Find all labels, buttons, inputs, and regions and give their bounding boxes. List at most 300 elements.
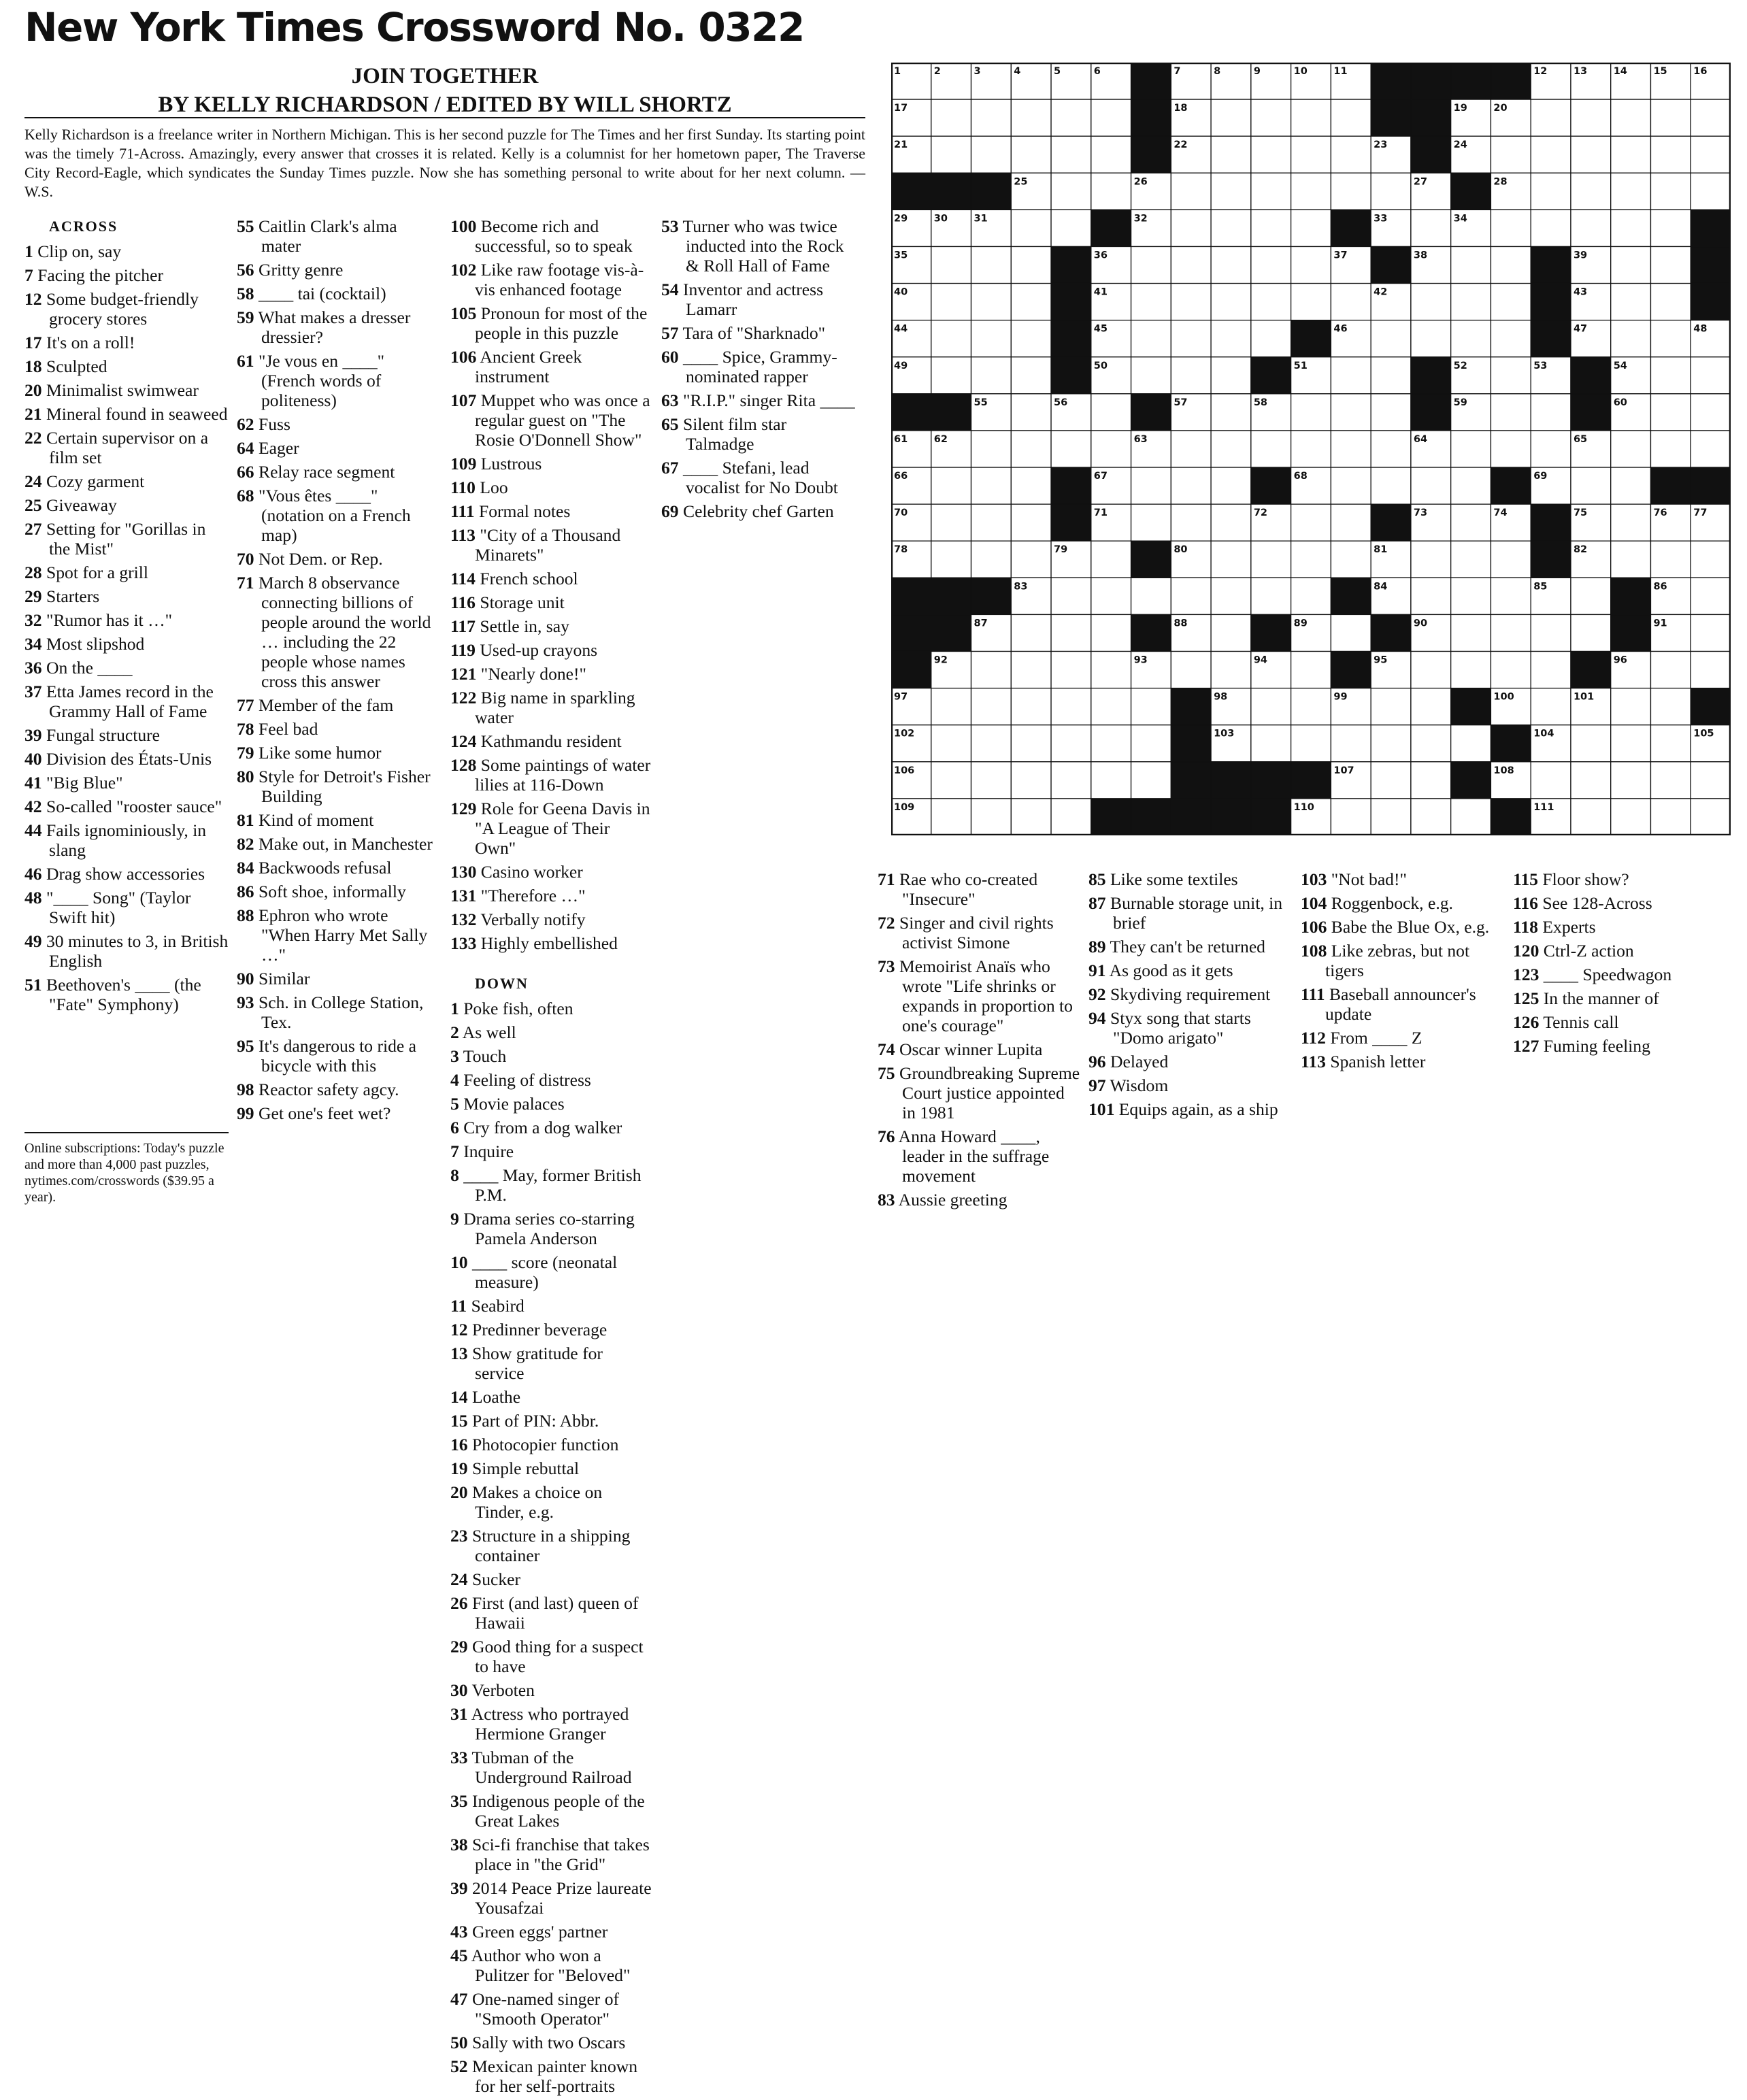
across-clue[interactable]	[237, 743, 441, 763]
grid-cell[interactable]	[1531, 762, 1571, 799]
down-clue[interactable]	[450, 1387, 652, 1407]
grid-cell[interactable]	[1291, 541, 1331, 578]
down-clue[interactable]	[450, 1411, 652, 1431]
across-clue[interactable]	[450, 454, 652, 473]
grid-cell[interactable]	[1650, 173, 1691, 210]
grid-cell[interactable]	[1650, 652, 1691, 688]
grid-cell[interactable]	[1131, 762, 1171, 799]
across-clue[interactable]	[237, 882, 441, 901]
grid-cell[interactable]	[971, 504, 1012, 541]
grid-cell[interactable]	[931, 284, 971, 320]
grid-cell[interactable]	[1491, 394, 1531, 431]
across-clue[interactable]	[450, 501, 652, 521]
down-clue[interactable]	[450, 1922, 652, 1941]
grid-cell[interactable]	[1691, 541, 1731, 578]
across-clue[interactable]	[237, 834, 441, 854]
across-clue[interactable]	[450, 910, 652, 929]
grid-cell[interactable]	[1291, 394, 1331, 431]
down-clue[interactable]	[1088, 893, 1293, 933]
grid-cell[interactable]	[1291, 284, 1331, 320]
grid-cell[interactable]	[1011, 688, 1051, 725]
grid-cell[interactable]	[1371, 320, 1411, 357]
grid-cell[interactable]	[1571, 725, 1611, 762]
grid-cell[interactable]	[1491, 541, 1531, 578]
across-clue[interactable]	[450, 933, 652, 953]
grid-cell[interactable]	[1611, 725, 1651, 762]
grid-cell[interactable]	[1650, 762, 1691, 799]
down-clue[interactable]	[450, 1022, 652, 1042]
grid-cell[interactable]	[1611, 504, 1651, 541]
grid-cell[interactable]	[1571, 762, 1611, 799]
grid-cell[interactable]	[1011, 467, 1051, 504]
grid-cell[interactable]	[1331, 614, 1371, 651]
grid-cell[interactable]	[1011, 320, 1051, 357]
grid-cell[interactable]	[1691, 136, 1731, 173]
grid-cell[interactable]	[1131, 688, 1171, 725]
grid-cell[interactable]	[1451, 320, 1491, 357]
grid-cell[interactable]	[1650, 136, 1691, 173]
grid-cell[interactable]	[1371, 173, 1411, 210]
grid-cell[interactable]	[1131, 246, 1171, 283]
grid-cell[interactable]	[1331, 99, 1371, 136]
down-clue[interactable]	[878, 869, 1082, 909]
grid-cell[interactable]	[1051, 210, 1091, 246]
grid-cell[interactable]	[1571, 99, 1611, 136]
across-clue[interactable]	[450, 303, 652, 343]
grid-cell[interactable]	[1371, 799, 1411, 835]
grid-cell[interactable]	[1451, 431, 1491, 467]
across-clue[interactable]	[237, 993, 441, 1032]
grid-cell[interactable]	[1011, 431, 1051, 467]
grid-cell[interactable]	[1171, 320, 1211, 357]
down-clue[interactable]	[450, 1320, 652, 1339]
grid-cell[interactable]	[1131, 320, 1171, 357]
grid-cell[interactable]	[1491, 614, 1531, 651]
grid-cell[interactable]	[1411, 578, 1451, 614]
down-clue[interactable]	[450, 1094, 652, 1114]
across-clue[interactable]	[24, 682, 229, 721]
grid-cell[interactable]	[1211, 541, 1251, 578]
grid-cell[interactable]	[1491, 578, 1531, 614]
grid-cell[interactable]	[1011, 99, 1051, 136]
across-clue[interactable]	[450, 569, 652, 588]
grid-cell[interactable]	[1251, 578, 1291, 614]
down-clue[interactable]	[450, 1878, 652, 1918]
across-clue[interactable]	[24, 797, 229, 816]
across-clue[interactable]	[24, 333, 229, 352]
down-clue[interactable]	[661, 414, 859, 454]
grid-cell[interactable]	[1211, 136, 1251, 173]
down-clue[interactable]	[878, 913, 1082, 952]
grid-cell[interactable]	[1650, 99, 1691, 136]
across-clue[interactable]	[24, 356, 229, 376]
down-clue[interactable]	[450, 1680, 652, 1700]
grid-cell[interactable]	[931, 541, 971, 578]
across-clue[interactable]	[450, 799, 652, 858]
grid-cell[interactable]	[1331, 284, 1371, 320]
grid-cell[interactable]	[1051, 652, 1091, 688]
across-clue[interactable]	[450, 525, 652, 565]
grid-cell[interactable]	[971, 320, 1012, 357]
across-clue[interactable]	[237, 307, 441, 347]
grid-cell[interactable]	[1331, 136, 1371, 173]
grid-cell[interactable]	[971, 652, 1012, 688]
down-clue[interactable]	[450, 1637, 652, 1676]
down-clue[interactable]	[1301, 941, 1505, 980]
grid-cell[interactable]	[1691, 431, 1731, 467]
across-clue[interactable]	[450, 640, 652, 660]
down-clue[interactable]	[450, 1296, 652, 1316]
down-clue[interactable]	[450, 1791, 652, 1831]
grid-cell[interactable]	[1451, 725, 1491, 762]
grid-cell[interactable]	[1091, 99, 1131, 136]
grid-cell[interactable]	[971, 357, 1012, 394]
grid-cell[interactable]	[1251, 210, 1291, 246]
grid-cell[interactable]	[971, 99, 1012, 136]
grid-cell[interactable]	[1011, 246, 1051, 283]
grid-cell[interactable]	[1650, 394, 1691, 431]
across-clue[interactable]	[450, 616, 652, 636]
down-clue[interactable]	[450, 1593, 652, 1633]
across-clue[interactable]	[237, 351, 441, 410]
grid-cell[interactable]	[1611, 799, 1651, 835]
grid-cell[interactable]	[1491, 320, 1531, 357]
grid-cell[interactable]	[1451, 578, 1491, 614]
grid-cell[interactable]	[1291, 652, 1331, 688]
across-clue[interactable]	[237, 767, 441, 806]
grid-cell[interactable]	[1091, 652, 1131, 688]
grid-cell[interactable]	[1171, 246, 1211, 283]
across-clue[interactable]	[450, 664, 652, 684]
grid-cell[interactable]	[1131, 357, 1171, 394]
grid-cell[interactable]	[1650, 431, 1691, 467]
grid-cell[interactable]	[1531, 688, 1571, 725]
down-clue[interactable]	[450, 1252, 652, 1292]
grid-cell[interactable]	[1691, 99, 1731, 136]
grid-cell[interactable]	[1291, 431, 1331, 467]
grid-cell[interactable]	[1571, 799, 1611, 835]
across-clue[interactable]	[450, 755, 652, 795]
across-clue[interactable]	[24, 495, 229, 515]
grid-cell[interactable]	[1451, 284, 1491, 320]
grid-cell[interactable]	[1051, 799, 1091, 835]
down-clue[interactable]	[1301, 869, 1505, 889]
grid-cell[interactable]	[1650, 246, 1691, 283]
grid-cell[interactable]	[931, 799, 971, 835]
down-clue[interactable]	[450, 2056, 652, 2096]
grid-cell[interactable]	[1251, 320, 1291, 357]
down-clue[interactable]	[661, 501, 859, 521]
across-clue[interactable]	[24, 471, 229, 491]
grid-cell[interactable]	[1211, 357, 1251, 394]
grid-cell[interactable]	[1011, 284, 1051, 320]
grid-cell[interactable]	[1371, 467, 1411, 504]
grid-cell[interactable]	[1611, 173, 1651, 210]
grid-cell[interactable]	[1211, 614, 1251, 651]
grid-cell[interactable]	[1251, 99, 1291, 136]
grid-cell[interactable]	[1051, 578, 1091, 614]
grid-cell[interactable]	[1371, 725, 1411, 762]
grid-cell[interactable]	[931, 136, 971, 173]
grid-cell[interactable]	[931, 688, 971, 725]
across-clue[interactable]	[24, 519, 229, 559]
across-clue[interactable]	[24, 820, 229, 860]
grid-cell[interactable]	[1491, 210, 1531, 246]
grid-cell[interactable]	[1051, 725, 1091, 762]
across-clue[interactable]	[237, 284, 441, 303]
grid-cell[interactable]	[1691, 357, 1731, 394]
grid-cell[interactable]	[1531, 99, 1571, 136]
across-clue[interactable]	[24, 888, 229, 927]
across-clue[interactable]	[24, 563, 229, 582]
across-clue[interactable]	[237, 1103, 441, 1123]
grid-cell[interactable]	[1571, 578, 1611, 614]
grid-cell[interactable]	[1491, 431, 1531, 467]
across-clue[interactable]	[450, 688, 652, 727]
down-clue[interactable]	[450, 999, 652, 1018]
down-clue[interactable]	[878, 1127, 1082, 1186]
grid-cell[interactable]	[1411, 467, 1451, 504]
grid-cell[interactable]	[1011, 210, 1051, 246]
down-clue[interactable]	[450, 1118, 652, 1137]
grid-cell[interactable]	[971, 799, 1012, 835]
down-clue[interactable]	[1088, 1076, 1293, 1095]
grid-cell[interactable]	[931, 99, 971, 136]
down-clue[interactable]	[450, 1459, 652, 1478]
across-clue[interactable]	[450, 886, 652, 905]
grid-cell[interactable]	[1091, 725, 1131, 762]
grid-cell[interactable]	[1171, 652, 1211, 688]
down-clue[interactable]	[450, 1070, 652, 1090]
grid-cell[interactable]	[931, 357, 971, 394]
grid-cell[interactable]	[971, 467, 1012, 504]
across-clue[interactable]	[24, 586, 229, 606]
grid-cell[interactable]	[1650, 725, 1691, 762]
grid-cell[interactable]	[1331, 357, 1371, 394]
grid-cell[interactable]	[971, 136, 1012, 173]
down-clue[interactable]	[450, 1165, 652, 1205]
down-clue[interactable]	[1088, 1052, 1293, 1071]
grid-cell[interactable]	[1491, 136, 1531, 173]
down-clue[interactable]	[1301, 1052, 1505, 1071]
grid-cell[interactable]	[1171, 173, 1211, 210]
grid-cell[interactable]	[1650, 541, 1691, 578]
across-clue[interactable]	[237, 216, 441, 256]
grid-cell[interactable]	[1611, 136, 1651, 173]
down-clue[interactable]	[1513, 941, 1717, 961]
grid-cell[interactable]	[1691, 578, 1731, 614]
across-clue[interactable]	[237, 414, 441, 434]
down-clue[interactable]	[1513, 965, 1717, 984]
grid-cell[interactable]	[1211, 246, 1251, 283]
grid-cell[interactable]	[1291, 136, 1331, 173]
grid-cell[interactable]	[1371, 688, 1411, 725]
across-clue[interactable]	[237, 719, 441, 739]
grid-cell[interactable]	[1051, 762, 1091, 799]
grid-cell[interactable]	[1650, 284, 1691, 320]
grid-cell[interactable]	[1691, 394, 1731, 431]
grid-cell[interactable]	[1171, 504, 1211, 541]
grid-cell[interactable]	[1131, 725, 1171, 762]
across-clue[interactable]	[237, 1036, 441, 1076]
grid-cell[interactable]	[1411, 284, 1451, 320]
down-clue[interactable]	[450, 1141, 652, 1161]
grid-cell[interactable]	[1531, 394, 1571, 431]
grid-cell[interactable]	[1051, 136, 1091, 173]
grid-cell[interactable]	[1211, 394, 1251, 431]
grid-cell[interactable]	[1411, 652, 1451, 688]
grid-cell[interactable]	[1051, 688, 1091, 725]
down-clue[interactable]	[1513, 988, 1717, 1008]
grid-cell[interactable]	[1131, 467, 1171, 504]
across-clue[interactable]	[237, 438, 441, 458]
grid-cell[interactable]	[1611, 541, 1651, 578]
grid-cell[interactable]	[1211, 431, 1251, 467]
across-clue[interactable]	[24, 265, 229, 285]
across-clue[interactable]	[24, 725, 229, 745]
crossword-grid[interactable]	[891, 63, 1731, 835]
grid-cell[interactable]	[1011, 504, 1051, 541]
grid-cell[interactable]	[1291, 99, 1331, 136]
grid-cell[interactable]	[1131, 284, 1171, 320]
grid-cell[interactable]	[1491, 652, 1531, 688]
grid-cell[interactable]	[1331, 173, 1371, 210]
across-clue[interactable]	[24, 975, 229, 1014]
across-clue[interactable]	[237, 486, 441, 545]
across-clue[interactable]	[24, 241, 229, 261]
grid-cell[interactable]	[1650, 357, 1691, 394]
down-clue[interactable]	[1301, 917, 1505, 937]
down-clue[interactable]	[1513, 893, 1717, 913]
down-clue[interactable]	[661, 323, 859, 343]
grid-cell[interactable]	[1011, 762, 1051, 799]
down-clue[interactable]	[1088, 984, 1293, 1004]
grid-cell[interactable]	[1091, 541, 1131, 578]
across-clue[interactable]	[24, 773, 229, 793]
grid-cell[interactable]	[1091, 688, 1131, 725]
grid-cell[interactable]	[1451, 652, 1491, 688]
down-clue[interactable]	[450, 1344, 652, 1383]
grid-cell[interactable]	[1171, 578, 1211, 614]
grid-cell[interactable]	[1291, 725, 1331, 762]
down-clue[interactable]	[450, 1748, 652, 1787]
down-clue[interactable]	[878, 1063, 1082, 1122]
grid-cell[interactable]	[1331, 725, 1371, 762]
across-clue[interactable]	[450, 260, 652, 299]
grid-cell[interactable]	[1491, 284, 1531, 320]
grid-cell[interactable]	[1691, 799, 1731, 835]
grid-cell[interactable]	[1291, 246, 1331, 283]
grid-cell[interactable]	[1051, 431, 1091, 467]
grid-cell[interactable]	[1571, 614, 1611, 651]
grid-cell[interactable]	[1251, 431, 1291, 467]
across-clue[interactable]	[450, 593, 652, 612]
across-clue[interactable]	[237, 549, 441, 569]
down-clue[interactable]	[450, 1835, 652, 1874]
down-clue[interactable]	[1513, 917, 1717, 937]
down-clue[interactable]	[1301, 984, 1505, 1024]
grid-cell[interactable]	[1451, 614, 1491, 651]
grid-cell[interactable]	[1411, 799, 1451, 835]
grid-cell[interactable]	[1650, 799, 1691, 835]
grid-cell[interactable]	[1171, 467, 1211, 504]
grid-cell[interactable]	[1411, 320, 1451, 357]
across-clue[interactable]	[237, 573, 441, 691]
grid-cell[interactable]	[1411, 688, 1451, 725]
grid-cell[interactable]	[1531, 614, 1571, 651]
grid-cell[interactable]	[1571, 467, 1611, 504]
down-clue[interactable]	[878, 1039, 1082, 1059]
down-clue[interactable]	[661, 390, 859, 410]
across-clue[interactable]	[450, 478, 652, 497]
down-clue[interactable]	[661, 458, 859, 497]
grid-cell[interactable]	[1491, 357, 1531, 394]
grid-cell[interactable]	[971, 246, 1012, 283]
grid-cell[interactable]	[1251, 688, 1291, 725]
grid-cell[interactable]	[1531, 652, 1571, 688]
grid-cell[interactable]	[1171, 284, 1211, 320]
grid-cell[interactable]	[1211, 173, 1251, 210]
down-clue[interactable]	[661, 216, 859, 276]
across-clue[interactable]	[450, 862, 652, 882]
across-clue[interactable]	[24, 634, 229, 654]
across-clue[interactable]	[237, 462, 441, 482]
grid-cell[interactable]	[1331, 504, 1371, 541]
grid-cell[interactable]	[971, 541, 1012, 578]
down-clue[interactable]	[450, 1946, 652, 1985]
grid-cell[interactable]	[1211, 99, 1251, 136]
grid-cell[interactable]	[1011, 652, 1051, 688]
grid-cell[interactable]	[1011, 394, 1051, 431]
across-clue[interactable]	[24, 610, 229, 630]
grid-cell[interactable]	[1051, 99, 1091, 136]
grid-cell[interactable]	[1171, 357, 1211, 394]
grid-cell[interactable]	[1011, 614, 1051, 651]
across-clue[interactable]	[450, 216, 652, 256]
grid-cell[interactable]	[1371, 762, 1411, 799]
grid-cell[interactable]	[1691, 652, 1731, 688]
grid-cell[interactable]	[971, 431, 1012, 467]
grid-cell[interactable]	[1091, 136, 1131, 173]
grid-cell[interactable]	[1011, 725, 1051, 762]
down-clue[interactable]	[1088, 1099, 1293, 1119]
down-clue[interactable]	[1088, 961, 1293, 980]
grid-cell[interactable]	[1011, 136, 1051, 173]
grid-cell[interactable]	[1211, 284, 1251, 320]
grid-cell[interactable]	[1491, 246, 1531, 283]
grid-cell[interactable]	[1571, 136, 1611, 173]
down-clue[interactable]	[1088, 1008, 1293, 1048]
grid-cell[interactable]	[1091, 173, 1131, 210]
down-clue[interactable]	[450, 1704, 652, 1744]
grid-cell[interactable]	[1371, 431, 1411, 467]
across-clue[interactable]	[237, 1080, 441, 1099]
grid-cell[interactable]	[931, 246, 971, 283]
down-clue[interactable]	[1513, 869, 1717, 889]
grid-cell[interactable]	[1650, 688, 1691, 725]
across-clue[interactable]	[24, 404, 229, 424]
down-clue[interactable]	[1513, 1012, 1717, 1032]
grid-cell[interactable]	[931, 725, 971, 762]
grid-cell[interactable]	[1091, 394, 1131, 431]
grid-cell[interactable]	[1291, 578, 1331, 614]
grid-cell[interactable]	[1291, 688, 1331, 725]
down-clue[interactable]	[450, 1989, 652, 2029]
grid-cell[interactable]	[931, 467, 971, 504]
grid-cell[interactable]	[1531, 210, 1571, 246]
grid-cell[interactable]	[1411, 762, 1451, 799]
grid-cell[interactable]	[1011, 357, 1051, 394]
